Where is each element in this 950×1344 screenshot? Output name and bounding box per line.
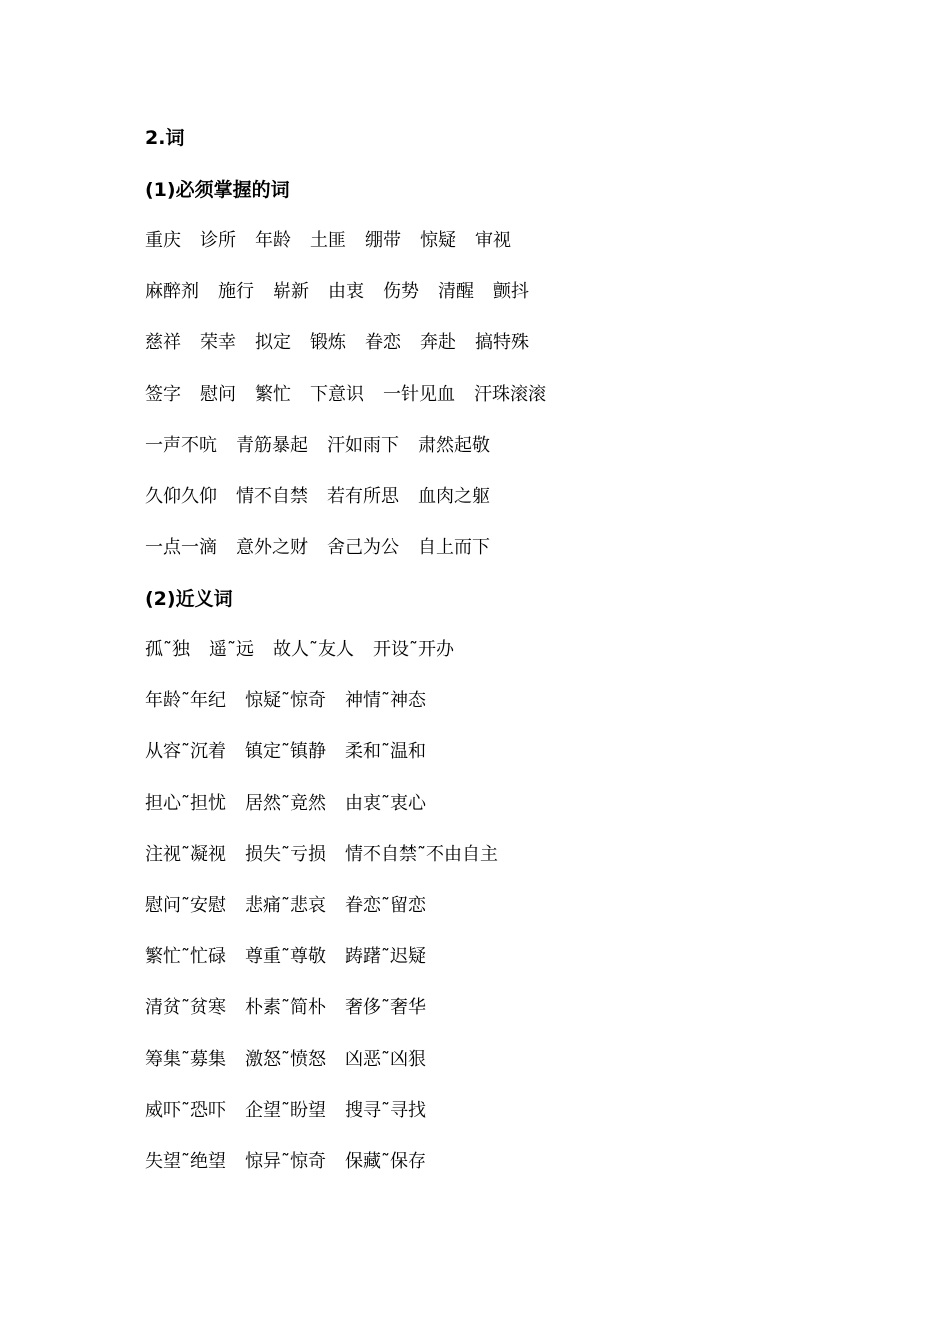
word-item: 签字	[145, 383, 181, 405]
word-item: 重庆	[145, 230, 181, 251]
word-item: 伤势	[383, 281, 419, 303]
word-item: 凶恶˜凶狠	[345, 1048, 426, 1070]
word-item: 意外之财	[236, 537, 308, 559]
word-item: 情不自禁˜不由自主	[345, 843, 498, 865]
word-item: 柔和˜温和	[345, 741, 426, 763]
word-item: 悲痛˜悲哀	[245, 895, 326, 916]
word-item: 开设˜开办	[373, 639, 454, 660]
word-item: 清贫˜贫寒	[145, 997, 226, 1019]
word-item: 由衷	[328, 281, 364, 303]
word-item: 青筋暴起	[236, 434, 308, 456]
word-item: 久仰久仰	[145, 486, 217, 507]
word-item: 故人˜友人	[273, 639, 354, 660]
word-item: 血肉之躯	[418, 486, 490, 507]
word-item: 锻炼	[310, 332, 346, 354]
vocab-row	[145, 485, 490, 509]
word-item: 企望˜盼望	[245, 1099, 326, 1121]
word-item: 居然˜竟然	[245, 792, 326, 814]
synonym-row	[145, 740, 426, 764]
word-item: 眷恋˜留恋	[345, 895, 426, 916]
word-item: 惊疑˜惊奇	[245, 690, 326, 712]
vocab-row	[145, 280, 529, 304]
word-item: 注视˜凝视	[145, 843, 226, 865]
synonym-row	[145, 1048, 426, 1072]
word-item: 清醒	[438, 281, 474, 303]
synonym-row	[145, 792, 426, 816]
word-item: 诊所	[200, 230, 236, 251]
word-item: 搜寻˜寻找	[345, 1099, 426, 1121]
word-item: 年龄˜年纪	[145, 690, 226, 712]
word-item: 麻醉剂	[145, 281, 199, 303]
word-item: 肃然起敬	[418, 434, 490, 456]
synonym-row	[145, 1150, 426, 1174]
word-item: 一声不吭	[145, 434, 217, 456]
word-item: 自上而下	[418, 537, 490, 559]
word-item: 崭新	[273, 281, 309, 303]
word-item: 拟定	[255, 332, 291, 354]
word-item: 土匪	[310, 230, 346, 251]
synonym-row	[145, 1099, 426, 1123]
word-item: 激怒˜愤怒	[245, 1048, 326, 1070]
word-item: 情不自禁	[236, 486, 308, 507]
word-item: 尊重˜尊敬	[245, 946, 326, 968]
word-item: 搞特殊	[475, 332, 529, 354]
must-master-heading: (1)必须掌握的词	[145, 179, 290, 201]
word-item: 施行	[218, 281, 254, 303]
word-item: 年龄	[255, 230, 291, 251]
vocab-row	[145, 434, 490, 458]
synonym-row	[145, 996, 426, 1020]
word-item: 颤抖	[493, 281, 529, 303]
word-item: 慈祥	[145, 332, 181, 354]
word-item: 一针见血	[383, 383, 455, 405]
vocab-row	[145, 536, 490, 560]
section-title: 2.词	[145, 127, 185, 149]
word-item: 遥˜远	[209, 639, 254, 660]
word-item: 惊疑	[420, 230, 456, 251]
word-item: 审视	[475, 230, 511, 251]
word-item: 威吓˜恐吓	[145, 1099, 226, 1121]
word-item: 朴素˜简朴	[245, 997, 326, 1019]
word-item: 若有所思	[327, 486, 399, 507]
synonyms-heading: (2)近义词	[145, 588, 233, 610]
word-item: 由衷˜衷心	[345, 792, 426, 814]
word-item: 繁忙˜忙碌	[145, 946, 226, 968]
word-item: 损失˜亏损	[245, 843, 326, 865]
synonym-row	[145, 945, 426, 969]
word-item: 奔赴	[420, 332, 456, 354]
vocab-row	[145, 383, 546, 407]
synonym-row	[145, 894, 426, 918]
word-item: 荣幸	[200, 332, 236, 354]
synonym-row	[145, 689, 426, 713]
word-item: 惊异˜惊奇	[245, 1151, 326, 1172]
word-item: 一点一滴	[145, 537, 217, 559]
word-item: 汗如雨下	[327, 434, 399, 456]
word-item: 踌躇˜迟疑	[345, 946, 426, 968]
word-item: 慰问	[200, 383, 236, 405]
synonym-row	[145, 843, 498, 867]
word-item: 担心˜担忧	[145, 792, 226, 814]
word-item: 舍己为公	[327, 537, 399, 559]
word-item: 眷恋	[365, 332, 401, 354]
word-item: 奢侈˜奢华	[345, 997, 426, 1019]
word-item: 失望˜绝望	[145, 1151, 226, 1172]
word-item: 繁忙	[255, 383, 291, 405]
word-item: 神情˜神态	[345, 690, 426, 712]
word-item: 保藏˜保存	[345, 1151, 426, 1172]
word-item: 绷带	[365, 230, 401, 251]
word-item: 慰问˜安慰	[145, 895, 226, 916]
word-item: 镇定˜镇静	[245, 741, 326, 763]
word-item: 下意识	[310, 383, 364, 405]
vocab-row	[145, 331, 529, 355]
word-item: 孤˜独	[145, 639, 190, 660]
vocab-row	[145, 229, 511, 253]
synonym-row	[145, 638, 454, 662]
word-item: 从容˜沉着	[145, 741, 226, 763]
word-item: 筹集˜募集	[145, 1048, 226, 1070]
word-item: 汗珠滚滚	[474, 383, 546, 405]
